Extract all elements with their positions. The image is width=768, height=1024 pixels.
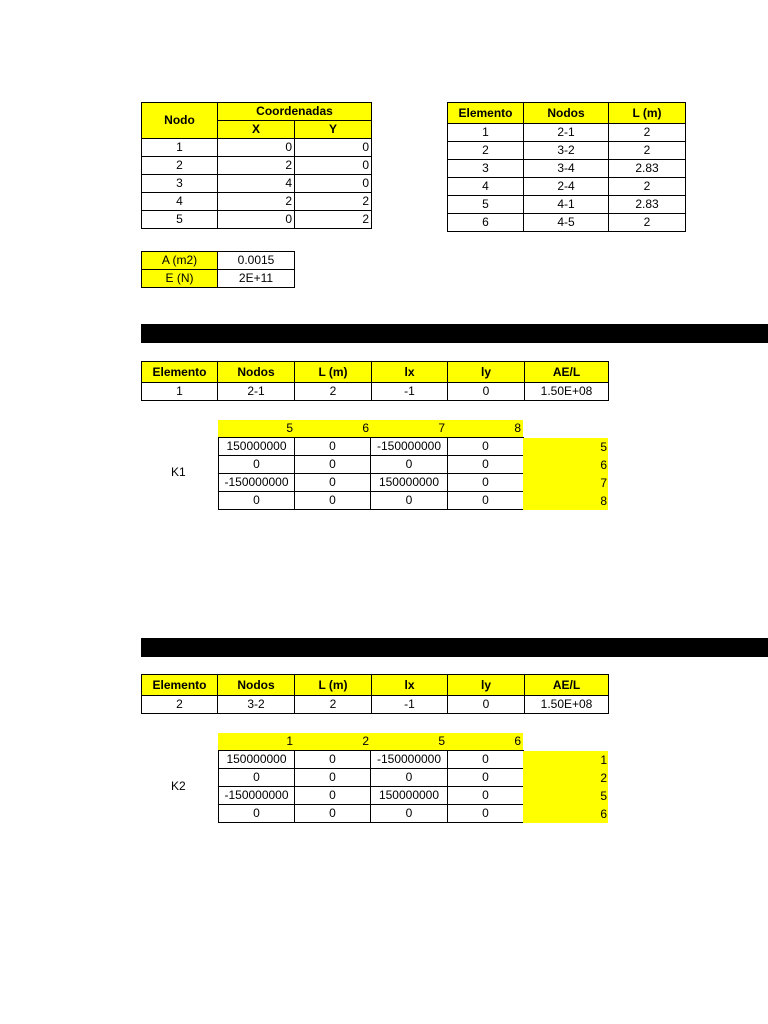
element-nodes: 2-4 xyxy=(524,178,609,196)
x-header: X xyxy=(218,121,295,139)
element-length: 2 xyxy=(609,178,686,196)
matrix-cell: 150000000 xyxy=(219,751,295,769)
row-index: 8 xyxy=(600,494,607,508)
node-id: 3 xyxy=(142,175,218,193)
nodes-table xyxy=(141,102,372,229)
table-row xyxy=(448,160,686,178)
ly-value: 0 xyxy=(448,696,525,714)
node-x: 2 xyxy=(218,157,295,175)
element-nodes: 3-4 xyxy=(524,160,609,178)
ly-header: ly xyxy=(448,675,525,696)
table-row xyxy=(142,175,372,193)
modulus-label: E (N) xyxy=(142,270,218,288)
elemento-header: Elemento xyxy=(142,675,218,696)
stiffness-matrix xyxy=(218,437,524,510)
col-index: 7 xyxy=(438,421,445,435)
element-summary-table xyxy=(141,674,609,714)
matrix-column-indices xyxy=(218,733,523,750)
properties-table xyxy=(141,251,295,288)
matrix-row xyxy=(219,474,524,492)
matrix-row xyxy=(219,805,524,823)
nodos-header: Nodos xyxy=(218,362,295,383)
matrix-cell: 0 xyxy=(295,769,371,787)
element-id: 3 xyxy=(448,160,524,178)
matrix-cell: 0 xyxy=(219,769,295,787)
node-x: 2 xyxy=(218,193,295,211)
elemento-header: Elemento xyxy=(142,362,218,383)
row-index: 5 xyxy=(600,440,607,454)
nodos-header: Nodos xyxy=(524,103,609,124)
table-row xyxy=(142,157,372,175)
ly-header: ly xyxy=(448,362,525,383)
area-label: A (m2) xyxy=(142,252,218,270)
matrix-cell: 0 xyxy=(295,751,371,769)
element-length: 2 xyxy=(609,142,686,160)
matrix-cell: 0 xyxy=(371,492,448,510)
coordenadas-header: Coordenadas xyxy=(218,103,372,121)
matrix-label: K1 xyxy=(171,465,186,479)
element-nodes: 3-2 xyxy=(524,142,609,160)
node-id: 1 xyxy=(142,139,218,157)
element-length: 2 xyxy=(609,124,686,142)
lx-header: lx xyxy=(372,675,448,696)
node-y: 2 xyxy=(295,193,372,211)
matrix-cell: 0 xyxy=(219,456,295,474)
node-x: 0 xyxy=(218,211,295,229)
matrix-row-indices xyxy=(523,438,608,510)
matrix-cell: 0 xyxy=(448,787,524,805)
node-x: 4 xyxy=(218,175,295,193)
element-id: 2 xyxy=(448,142,524,160)
row-index: 7 xyxy=(600,476,607,490)
element-id: 2 xyxy=(142,696,218,714)
length-header: L (m) xyxy=(609,103,686,124)
matrix-cell: 0 xyxy=(448,474,524,492)
matrix-cell: 0 xyxy=(295,456,371,474)
element-length: 2 xyxy=(295,696,372,714)
col-index: 6 xyxy=(514,734,521,748)
matrix-cell: 150000000 xyxy=(371,474,448,492)
matrix-cell: 0 xyxy=(295,787,371,805)
element-length: 2.83 xyxy=(609,196,686,214)
table-row xyxy=(142,696,609,714)
element-id: 1 xyxy=(142,383,218,401)
node-y: 0 xyxy=(295,157,372,175)
element-id: 4 xyxy=(448,178,524,196)
matrix-cell: 0 xyxy=(371,456,448,474)
col-index: 5 xyxy=(438,734,445,748)
element-length: 2 xyxy=(295,383,372,401)
table-row xyxy=(142,211,372,229)
table-row xyxy=(448,214,686,232)
element-nodes: 2-1 xyxy=(218,383,295,401)
section-divider xyxy=(141,324,768,343)
length-header: L (m) xyxy=(295,675,372,696)
matrix-cell: 0 xyxy=(219,805,295,823)
row-index: 2 xyxy=(600,771,607,785)
element-nodes: 4-5 xyxy=(524,214,609,232)
element-id: 5 xyxy=(448,196,524,214)
lx-value: -1 xyxy=(372,696,448,714)
col-index: 5 xyxy=(286,421,293,435)
section-divider xyxy=(141,638,768,657)
row-index: 6 xyxy=(600,458,607,472)
matrix-cell: 0 xyxy=(295,438,371,456)
matrix-cell: 0 xyxy=(371,805,448,823)
matrix-row xyxy=(219,492,524,510)
elemento-header: Elemento xyxy=(448,103,524,124)
matrix-cell: 0 xyxy=(448,751,524,769)
node-id: 5 xyxy=(142,211,218,229)
row-index: 1 xyxy=(600,753,607,767)
matrix-label: K2 xyxy=(171,779,186,793)
matrix-cell: 0 xyxy=(295,805,371,823)
row-index: 5 xyxy=(600,789,607,803)
matrix-cell: 0 xyxy=(448,492,524,510)
element-summary-table xyxy=(141,361,609,401)
node-id: 4 xyxy=(142,193,218,211)
element-length: 2.83 xyxy=(609,160,686,178)
matrix-row-indices xyxy=(523,751,608,823)
matrix-row xyxy=(219,456,524,474)
table-row xyxy=(448,196,686,214)
nodo-header: Nodo xyxy=(142,103,218,139)
element-nodes: 2-1 xyxy=(524,124,609,142)
table-row xyxy=(448,178,686,196)
matrix-cell: 0 xyxy=(448,769,524,787)
matrix-cell: 150000000 xyxy=(219,438,295,456)
element-nodes: 3-2 xyxy=(218,696,295,714)
matrix-row xyxy=(219,787,524,805)
matrix-column-indices xyxy=(218,420,523,437)
matrix-cell: -150000000 xyxy=(371,751,448,769)
element-length: 2 xyxy=(609,214,686,232)
stiffness-matrix xyxy=(218,750,524,823)
y-header: Y xyxy=(295,121,372,139)
matrix-cell: 0 xyxy=(448,805,524,823)
table-row xyxy=(448,142,686,160)
ael-header: AE/L xyxy=(525,675,609,696)
col-index: 6 xyxy=(362,421,369,435)
matrix-cell: -150000000 xyxy=(371,438,448,456)
col-index: 2 xyxy=(362,734,369,748)
matrix-row xyxy=(219,769,524,787)
matrix-cell: -150000000 xyxy=(219,787,295,805)
matrix-cell: 0 xyxy=(371,769,448,787)
matrix-cell: 150000000 xyxy=(371,787,448,805)
matrix-cell: -150000000 xyxy=(219,474,295,492)
node-y: 0 xyxy=(295,175,372,193)
node-y: 2 xyxy=(295,211,372,229)
node-y: 0 xyxy=(295,139,372,157)
matrix-cell: 0 xyxy=(295,492,371,510)
table-row xyxy=(142,139,372,157)
table-row xyxy=(448,124,686,142)
matrix-row xyxy=(219,751,524,769)
matrix-cell: 0 xyxy=(219,492,295,510)
row-index: 6 xyxy=(600,807,607,821)
elements-table xyxy=(447,102,686,232)
element-nodes: 4-1 xyxy=(524,196,609,214)
nodos-header: Nodos xyxy=(218,675,295,696)
node-x: 0 xyxy=(218,139,295,157)
table-row xyxy=(142,383,609,401)
element-id: 6 xyxy=(448,214,524,232)
lx-header: lx xyxy=(372,362,448,383)
matrix-cell: 0 xyxy=(448,456,524,474)
node-id: 2 xyxy=(142,157,218,175)
matrix-cell: 0 xyxy=(448,438,524,456)
ael-value: 1.50E+08 xyxy=(525,696,609,714)
element-id: 1 xyxy=(448,124,524,142)
area-value: 0.0015 xyxy=(218,252,295,270)
col-index: 8 xyxy=(514,421,521,435)
length-header: L (m) xyxy=(295,362,372,383)
table-row xyxy=(142,193,372,211)
lx-value: -1 xyxy=(372,383,448,401)
matrix-row xyxy=(219,438,524,456)
ly-value: 0 xyxy=(448,383,525,401)
col-index: 1 xyxy=(286,734,293,748)
matrix-cell: 0 xyxy=(295,474,371,492)
modulus-value: 2E+11 xyxy=(218,270,295,288)
ael-header: AE/L xyxy=(525,362,609,383)
ael-value: 1.50E+08 xyxy=(525,383,609,401)
